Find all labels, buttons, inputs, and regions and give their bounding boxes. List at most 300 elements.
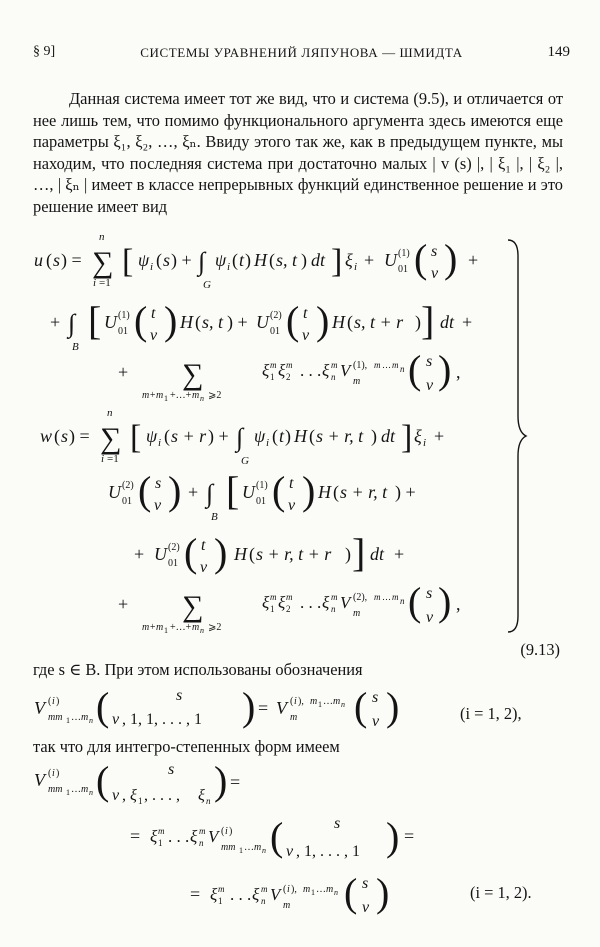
svg-text:(: ( bbox=[221, 826, 225, 837]
svg-text:m: m bbox=[199, 826, 206, 836]
svg-text:s: s bbox=[168, 761, 175, 778]
svg-text:(2): (2) bbox=[122, 480, 134, 491]
svg-text:]: ] bbox=[331, 243, 343, 280]
svg-text:ξ: ξ bbox=[190, 827, 198, 846]
svg-text:ξ: ξ bbox=[345, 250, 353, 270]
svg-text:s + r, t: s + r, t bbox=[316, 426, 364, 446]
svg-text:ξ: ξ bbox=[262, 593, 270, 612]
svg-text:, 1, . . . , 1: , 1, . . . , 1 bbox=[296, 843, 360, 860]
svg-text:): ) bbox=[371, 426, 377, 446]
svg-text:01: 01 bbox=[270, 326, 280, 337]
svg-text:s: s bbox=[426, 585, 433, 602]
svg-text:) +: ) + bbox=[208, 426, 229, 446]
svg-text:(2): (2) bbox=[168, 542, 180, 553]
svg-text:i: i bbox=[52, 696, 55, 707]
svg-text:…: … bbox=[323, 696, 333, 707]
svg-text:v: v bbox=[286, 843, 294, 860]
svg-text:(: ( bbox=[195, 312, 201, 332]
svg-text:v: v bbox=[362, 899, 370, 916]
svg-text:dt: dt bbox=[370, 544, 385, 564]
svg-text:m: m bbox=[331, 592, 338, 602]
svg-text:i: i bbox=[52, 768, 55, 779]
svg-text:n: n bbox=[89, 716, 93, 725]
svg-text:i: i bbox=[227, 261, 231, 273]
svg-text:v: v bbox=[200, 559, 208, 576]
svg-text:H: H bbox=[254, 250, 267, 270]
svg-text:m: m bbox=[81, 784, 89, 795]
svg-text:, 1, 1, . . . , 1: , 1, 1, . . . , 1 bbox=[122, 711, 202, 728]
svg-text:): ) bbox=[386, 684, 400, 729]
svg-text:. . .: . . . bbox=[300, 361, 322, 380]
svg-text:s, t + r: s, t + r bbox=[354, 312, 404, 332]
svg-text:(: ( bbox=[164, 426, 170, 446]
svg-text:): ) bbox=[229, 826, 233, 837]
svg-text:⩾2: ⩾2 bbox=[208, 622, 222, 633]
svg-text:): ) bbox=[56, 696, 60, 707]
svg-text:s: s bbox=[431, 243, 438, 260]
svg-text:1: 1 bbox=[66, 716, 70, 725]
svg-text:…: … bbox=[244, 842, 254, 853]
page-number: 149 bbox=[547, 44, 570, 60]
svg-text:dt: dt bbox=[311, 250, 326, 270]
svg-text:) +: ) + bbox=[395, 482, 416, 502]
svg-text:) =: ) = bbox=[69, 426, 90, 446]
svg-text:(: ( bbox=[354, 684, 368, 729]
svg-text:1: 1 bbox=[138, 796, 143, 806]
integro-power-forms bbox=[0, 760, 600, 946]
svg-text:01: 01 bbox=[256, 496, 266, 507]
svg-text:1: 1 bbox=[164, 394, 168, 403]
svg-text:H: H bbox=[180, 312, 193, 332]
svg-text:U: U bbox=[108, 482, 121, 502]
svg-text:dt: dt bbox=[440, 312, 455, 332]
svg-text:s: s bbox=[372, 689, 379, 706]
svg-text:+: + bbox=[118, 594, 129, 614]
svg-text:m: m bbox=[261, 884, 268, 894]
svg-text:s: s bbox=[362, 875, 369, 892]
svg-text:+: + bbox=[118, 362, 129, 382]
svg-text:U: U bbox=[242, 482, 255, 502]
svg-text:(: ( bbox=[96, 760, 110, 803]
svg-text:(: ( bbox=[269, 250, 275, 270]
svg-text:(: ( bbox=[309, 426, 315, 446]
svg-text:(1): (1) bbox=[256, 480, 268, 491]
svg-text:(: ( bbox=[333, 482, 339, 502]
svg-text:): ) bbox=[386, 814, 400, 859]
svg-text:m: m bbox=[374, 592, 381, 602]
svg-text:…: … bbox=[382, 592, 391, 602]
svg-text:+: + bbox=[434, 426, 445, 446]
svg-text:): ) bbox=[214, 530, 228, 575]
svg-text:∑: ∑ bbox=[92, 246, 114, 279]
svg-text:ψ: ψ bbox=[146, 426, 158, 446]
svg-text:1: 1 bbox=[66, 788, 70, 797]
svg-text:V: V bbox=[34, 698, 45, 718]
svg-text:B: B bbox=[72, 341, 79, 353]
svg-text:V: V bbox=[208, 827, 219, 846]
svg-text:∫: ∫ bbox=[68, 309, 76, 338]
svg-text:. . .: . . . bbox=[168, 827, 190, 846]
svg-text:): ) bbox=[242, 684, 256, 729]
svg-text:1: 1 bbox=[270, 372, 275, 382]
svg-text:…: … bbox=[71, 712, 81, 723]
svg-text:(: ( bbox=[408, 579, 422, 624]
svg-text:ξ: ξ bbox=[252, 885, 260, 904]
svg-text:i: i bbox=[93, 277, 97, 289]
svg-text:m: m bbox=[192, 390, 200, 401]
svg-text:v: v bbox=[150, 327, 158, 344]
svg-text:+: + bbox=[134, 544, 145, 564]
svg-text:(: ( bbox=[138, 468, 152, 513]
svg-text:…: … bbox=[382, 360, 391, 370]
svg-text:n: n bbox=[331, 372, 336, 382]
svg-text:(: ( bbox=[272, 426, 278, 446]
svg-text:): ) bbox=[164, 298, 178, 343]
svg-text:H: H bbox=[294, 426, 307, 446]
svg-text:s: s bbox=[176, 687, 183, 704]
svg-text:) +: ) + bbox=[227, 312, 248, 332]
svg-text:(2): (2) bbox=[270, 310, 282, 321]
svg-text:v: v bbox=[426, 377, 434, 394]
svg-text:…: … bbox=[316, 884, 326, 895]
svg-text:(: ( bbox=[96, 684, 110, 729]
svg-text:i: i bbox=[294, 696, 297, 707]
svg-text:+…+: +…+ bbox=[170, 390, 192, 401]
svg-text:m: m bbox=[290, 712, 298, 723]
svg-text:1: 1 bbox=[218, 896, 223, 906]
svg-text:(: ( bbox=[249, 544, 255, 564]
svg-text:s + r: s + r bbox=[171, 426, 207, 446]
svg-text:u: u bbox=[34, 250, 43, 270]
svg-text:m: m bbox=[286, 360, 293, 370]
svg-text:U: U bbox=[256, 312, 269, 332]
svg-text:m: m bbox=[270, 360, 277, 370]
svg-text:=1: =1 bbox=[107, 453, 119, 465]
svg-text:+: + bbox=[462, 312, 473, 332]
svg-text:m: m bbox=[218, 884, 225, 894]
paragraph-text: Данная система имеет тот же вид, что и система (9.5), и отличается от нее лишь тем, что помимо функционального аргумента здесь имеются еще параметры ξ₁, ξ₂, …, ξₙ. Ввиду этого так же, как в предыдущем пункте, мы находим, что последняя система при достаточно малых | v (s) |, | ξ₁ |, | ξ₂ |, …, | ξₙ | имеет в классе непрерывных функций единственное решение и это решение имеет вид bbox=[33, 89, 563, 216]
svg-text:s: s bbox=[163, 250, 171, 270]
svg-text:s, t: s, t bbox=[276, 250, 298, 270]
svg-text:v: v bbox=[154, 497, 162, 514]
svg-text:s + r, t + r: s + r, t + r bbox=[256, 544, 332, 564]
svg-text:s, t: s, t bbox=[202, 312, 224, 332]
svg-text:=: = bbox=[404, 826, 415, 846]
svg-text:i: i bbox=[150, 261, 154, 273]
svg-text:n: n bbox=[199, 838, 204, 848]
svg-text:V: V bbox=[276, 698, 287, 718]
svg-text:n: n bbox=[334, 888, 338, 897]
svg-text:]: ] bbox=[401, 419, 413, 456]
svg-text:i: i bbox=[423, 437, 427, 449]
svg-text:s: s bbox=[155, 475, 162, 492]
svg-text:m: m bbox=[192, 622, 200, 633]
svg-text:ψ: ψ bbox=[254, 426, 266, 446]
svg-text:H: H bbox=[318, 482, 331, 502]
svg-text:U: U bbox=[104, 312, 117, 332]
svg-text:(: ( bbox=[414, 236, 428, 281]
svg-text:ξ: ξ bbox=[322, 361, 330, 380]
svg-text:ψ: ψ bbox=[215, 250, 227, 270]
svg-text:ξ: ξ bbox=[322, 593, 330, 612]
svg-text:V: V bbox=[270, 885, 281, 904]
svg-text:): ) bbox=[56, 768, 60, 779]
svg-text:v: v bbox=[426, 609, 434, 626]
after-text-line-2: так что для интегро-степенных форм имеем bbox=[33, 737, 340, 756]
svg-text:U: U bbox=[384, 250, 397, 270]
svg-text:G: G bbox=[203, 279, 211, 291]
header-title: СИСТЕМЫ УРАВНЕНИЙ ЛЯПУНОВА — ШМИДТА bbox=[140, 45, 463, 60]
svg-text:G: G bbox=[241, 455, 249, 467]
svg-text:∑: ∑ bbox=[182, 590, 204, 623]
svg-text:+: + bbox=[468, 250, 479, 270]
svg-text:),: ), bbox=[298, 696, 304, 707]
svg-text:[: [ bbox=[88, 298, 102, 343]
svg-text:i: i bbox=[266, 437, 270, 449]
svg-text:∫: ∫ bbox=[198, 247, 206, 276]
svg-text:m: m bbox=[331, 360, 338, 370]
svg-text:n: n bbox=[341, 700, 345, 709]
svg-text:ξ: ξ bbox=[210, 885, 218, 904]
running-header bbox=[33, 44, 570, 66]
svg-text:m: m bbox=[286, 592, 293, 602]
svg-text:n: n bbox=[200, 394, 204, 403]
svg-text:,: , bbox=[122, 787, 126, 804]
svg-text:n: n bbox=[400, 364, 405, 374]
svg-text:): ) bbox=[168, 468, 182, 513]
svg-text:): ) bbox=[444, 236, 458, 281]
svg-text:m: m bbox=[303, 884, 311, 895]
svg-text:(1): (1) bbox=[398, 248, 410, 259]
svg-text:mm: mm bbox=[48, 712, 63, 723]
svg-text:): ) bbox=[316, 298, 330, 343]
svg-text:∑: ∑ bbox=[182, 358, 204, 391]
svg-text:,: , bbox=[456, 594, 461, 614]
svg-text:): ) bbox=[376, 870, 390, 915]
svg-text:∫: ∫ bbox=[236, 423, 244, 452]
svg-text:) +: ) + bbox=[171, 250, 192, 270]
svg-text:mm: mm bbox=[48, 784, 63, 795]
svg-text:1: 1 bbox=[311, 888, 315, 897]
svg-text:(: ( bbox=[232, 250, 238, 270]
svg-text:ξ: ξ bbox=[278, 361, 286, 380]
svg-text:(: ( bbox=[286, 298, 300, 343]
equation-number: (9.13) bbox=[520, 640, 560, 659]
svg-text:]: ] bbox=[421, 298, 435, 343]
svg-text:m: m bbox=[392, 360, 399, 370]
svg-text:=: = bbox=[130, 826, 141, 846]
svg-text:s: s bbox=[334, 815, 341, 832]
svg-text:mm: mm bbox=[221, 842, 236, 853]
svg-text:n: n bbox=[262, 846, 266, 855]
svg-text:=: = bbox=[258, 698, 269, 718]
svg-text:U: U bbox=[154, 544, 167, 564]
svg-text:i: i bbox=[225, 826, 228, 837]
svg-text:∑: ∑ bbox=[100, 422, 122, 455]
svg-text:+: + bbox=[394, 544, 405, 564]
svg-text:): ) bbox=[415, 312, 421, 332]
svg-text:): ) bbox=[345, 544, 351, 564]
svg-text:V: V bbox=[34, 770, 45, 790]
svg-text:(: ( bbox=[344, 870, 358, 915]
svg-text:w: w bbox=[40, 426, 53, 446]
svg-text:…: … bbox=[71, 784, 81, 795]
svg-text:(: ( bbox=[54, 426, 60, 446]
svg-text:t: t bbox=[239, 250, 245, 270]
svg-text:+: + bbox=[50, 312, 61, 332]
svg-text:): ) bbox=[302, 468, 316, 513]
svg-text:i: i bbox=[287, 884, 290, 895]
svg-text:m: m bbox=[310, 696, 318, 707]
svg-text:V: V bbox=[340, 361, 351, 380]
svg-text:]: ] bbox=[352, 530, 366, 575]
svg-text:m: m bbox=[392, 592, 399, 602]
svg-text:t: t bbox=[151, 305, 156, 322]
svg-text:=: = bbox=[230, 772, 241, 792]
svg-text:H: H bbox=[332, 312, 345, 332]
svg-text:t: t bbox=[303, 305, 308, 322]
svg-text:01: 01 bbox=[398, 264, 408, 275]
svg-text:⩾2: ⩾2 bbox=[208, 390, 222, 401]
svg-text:v: v bbox=[302, 327, 310, 344]
svg-text:2: 2 bbox=[286, 372, 291, 382]
svg-text:dt: dt bbox=[381, 426, 396, 446]
svg-text:m: m bbox=[254, 842, 262, 853]
svg-text:n: n bbox=[107, 407, 113, 419]
svg-text:(: ( bbox=[48, 768, 52, 779]
svg-text:1: 1 bbox=[318, 700, 322, 709]
svg-text:B: B bbox=[211, 511, 218, 523]
svg-text:): ) bbox=[301, 250, 307, 270]
svg-text:s: s bbox=[426, 353, 433, 370]
svg-text:i: i bbox=[158, 437, 162, 449]
svg-text:v: v bbox=[112, 711, 120, 728]
svg-text:): ) bbox=[438, 347, 452, 392]
svg-text:2: 2 bbox=[286, 604, 291, 614]
equation-system-9-13 bbox=[0, 226, 600, 666]
svg-text:. . .: . . . bbox=[300, 593, 322, 612]
svg-text:t: t bbox=[201, 537, 206, 554]
svg-text:v: v bbox=[431, 265, 439, 282]
svg-text:v: v bbox=[112, 787, 120, 804]
svg-text:(: ( bbox=[156, 250, 162, 270]
svg-text:=1: =1 bbox=[99, 277, 111, 289]
svg-text:m: m bbox=[283, 900, 291, 911]
svg-text:(: ( bbox=[184, 530, 198, 575]
svg-text:): ) bbox=[438, 579, 452, 624]
svg-text:n: n bbox=[206, 796, 211, 806]
svg-text:+: + bbox=[364, 250, 375, 270]
svg-text:) =: ) = bbox=[61, 250, 82, 270]
svg-text:n: n bbox=[89, 788, 93, 797]
svg-text:): ) bbox=[214, 760, 228, 803]
svg-text:m+m: m+m bbox=[142, 390, 164, 401]
svg-text:n: n bbox=[99, 231, 105, 243]
svg-text:(2),: (2), bbox=[353, 592, 368, 603]
index-condition-1: (i = 1, 2), bbox=[460, 704, 522, 723]
svg-text:[: [ bbox=[226, 468, 240, 513]
svg-text:, . . . ,: , . . . , bbox=[144, 787, 180, 804]
svg-text:ψ: ψ bbox=[138, 250, 150, 270]
svg-text:),: ), bbox=[291, 884, 297, 895]
svg-text:n: n bbox=[400, 596, 405, 606]
svg-text:. . .: . . . bbox=[230, 885, 252, 904]
svg-text:(: ( bbox=[290, 696, 294, 707]
svg-text:∫: ∫ bbox=[206, 479, 214, 508]
svg-text:(1),: (1), bbox=[353, 360, 368, 371]
svg-text:1: 1 bbox=[239, 846, 243, 855]
svg-text:(: ( bbox=[46, 250, 52, 270]
svg-text:ξ: ξ bbox=[262, 361, 270, 380]
svg-text:s: s bbox=[61, 426, 69, 446]
svg-text:+…+: +…+ bbox=[170, 622, 192, 633]
svg-text:(1): (1) bbox=[118, 310, 130, 321]
svg-text:s: s bbox=[53, 250, 61, 270]
svg-text:(: ( bbox=[270, 814, 284, 859]
svg-text:ξ: ξ bbox=[150, 827, 158, 846]
svg-text:[: [ bbox=[130, 419, 142, 456]
svg-text:v: v bbox=[372, 713, 380, 730]
svg-text:n: n bbox=[200, 626, 204, 635]
svg-text:=: = bbox=[190, 884, 201, 904]
svg-text:m: m bbox=[326, 884, 334, 895]
svg-text:ξ: ξ bbox=[198, 787, 205, 804]
svg-text:(: ( bbox=[283, 884, 287, 895]
svg-text:m: m bbox=[270, 592, 277, 602]
svg-text:ξ: ξ bbox=[414, 426, 422, 446]
svg-text:,: , bbox=[456, 362, 461, 382]
system-brace bbox=[508, 240, 526, 632]
svg-text:m+m: m+m bbox=[142, 622, 164, 633]
svg-text:m: m bbox=[374, 360, 381, 370]
svg-text:[: [ bbox=[122, 243, 134, 280]
index-condition-2: (i = 1, 2). bbox=[470, 883, 532, 902]
svg-text:(: ( bbox=[272, 468, 286, 513]
svg-text:s + r, t: s + r, t bbox=[340, 482, 388, 502]
body-paragraph bbox=[33, 88, 563, 217]
svg-text:): ) bbox=[285, 426, 291, 446]
svg-text:(: ( bbox=[347, 312, 353, 332]
svg-text:1: 1 bbox=[270, 604, 275, 614]
svg-text:i: i bbox=[101, 453, 105, 465]
svg-text:01: 01 bbox=[122, 496, 132, 507]
svg-text:ξ: ξ bbox=[278, 593, 286, 612]
svg-text:(: ( bbox=[408, 347, 422, 392]
svg-text:ξ: ξ bbox=[130, 787, 137, 804]
svg-text:+: + bbox=[188, 482, 199, 502]
svg-text:(: ( bbox=[48, 696, 52, 707]
svg-text:): ) bbox=[245, 250, 251, 270]
svg-text:m: m bbox=[353, 376, 361, 387]
after-text-line-1: где s ∈ B. При этом использованы обозначения bbox=[33, 660, 363, 679]
svg-text:V: V bbox=[340, 593, 351, 612]
svg-text:1: 1 bbox=[164, 626, 168, 635]
svg-text:H: H bbox=[234, 544, 247, 564]
svg-text:01: 01 bbox=[118, 326, 128, 337]
svg-text:v: v bbox=[288, 497, 296, 514]
svg-text:t: t bbox=[279, 426, 285, 446]
svg-text:m: m bbox=[81, 712, 89, 723]
svg-text:m: m bbox=[353, 608, 361, 619]
svg-text:i: i bbox=[354, 261, 358, 273]
svg-text:m: m bbox=[333, 696, 341, 707]
svg-text:(: ( bbox=[134, 298, 148, 343]
svg-text:n: n bbox=[331, 604, 336, 614]
svg-text:m: m bbox=[158, 826, 165, 836]
svg-text:t: t bbox=[289, 475, 294, 492]
svg-text:01: 01 bbox=[168, 558, 178, 569]
svg-text:1: 1 bbox=[158, 838, 163, 848]
